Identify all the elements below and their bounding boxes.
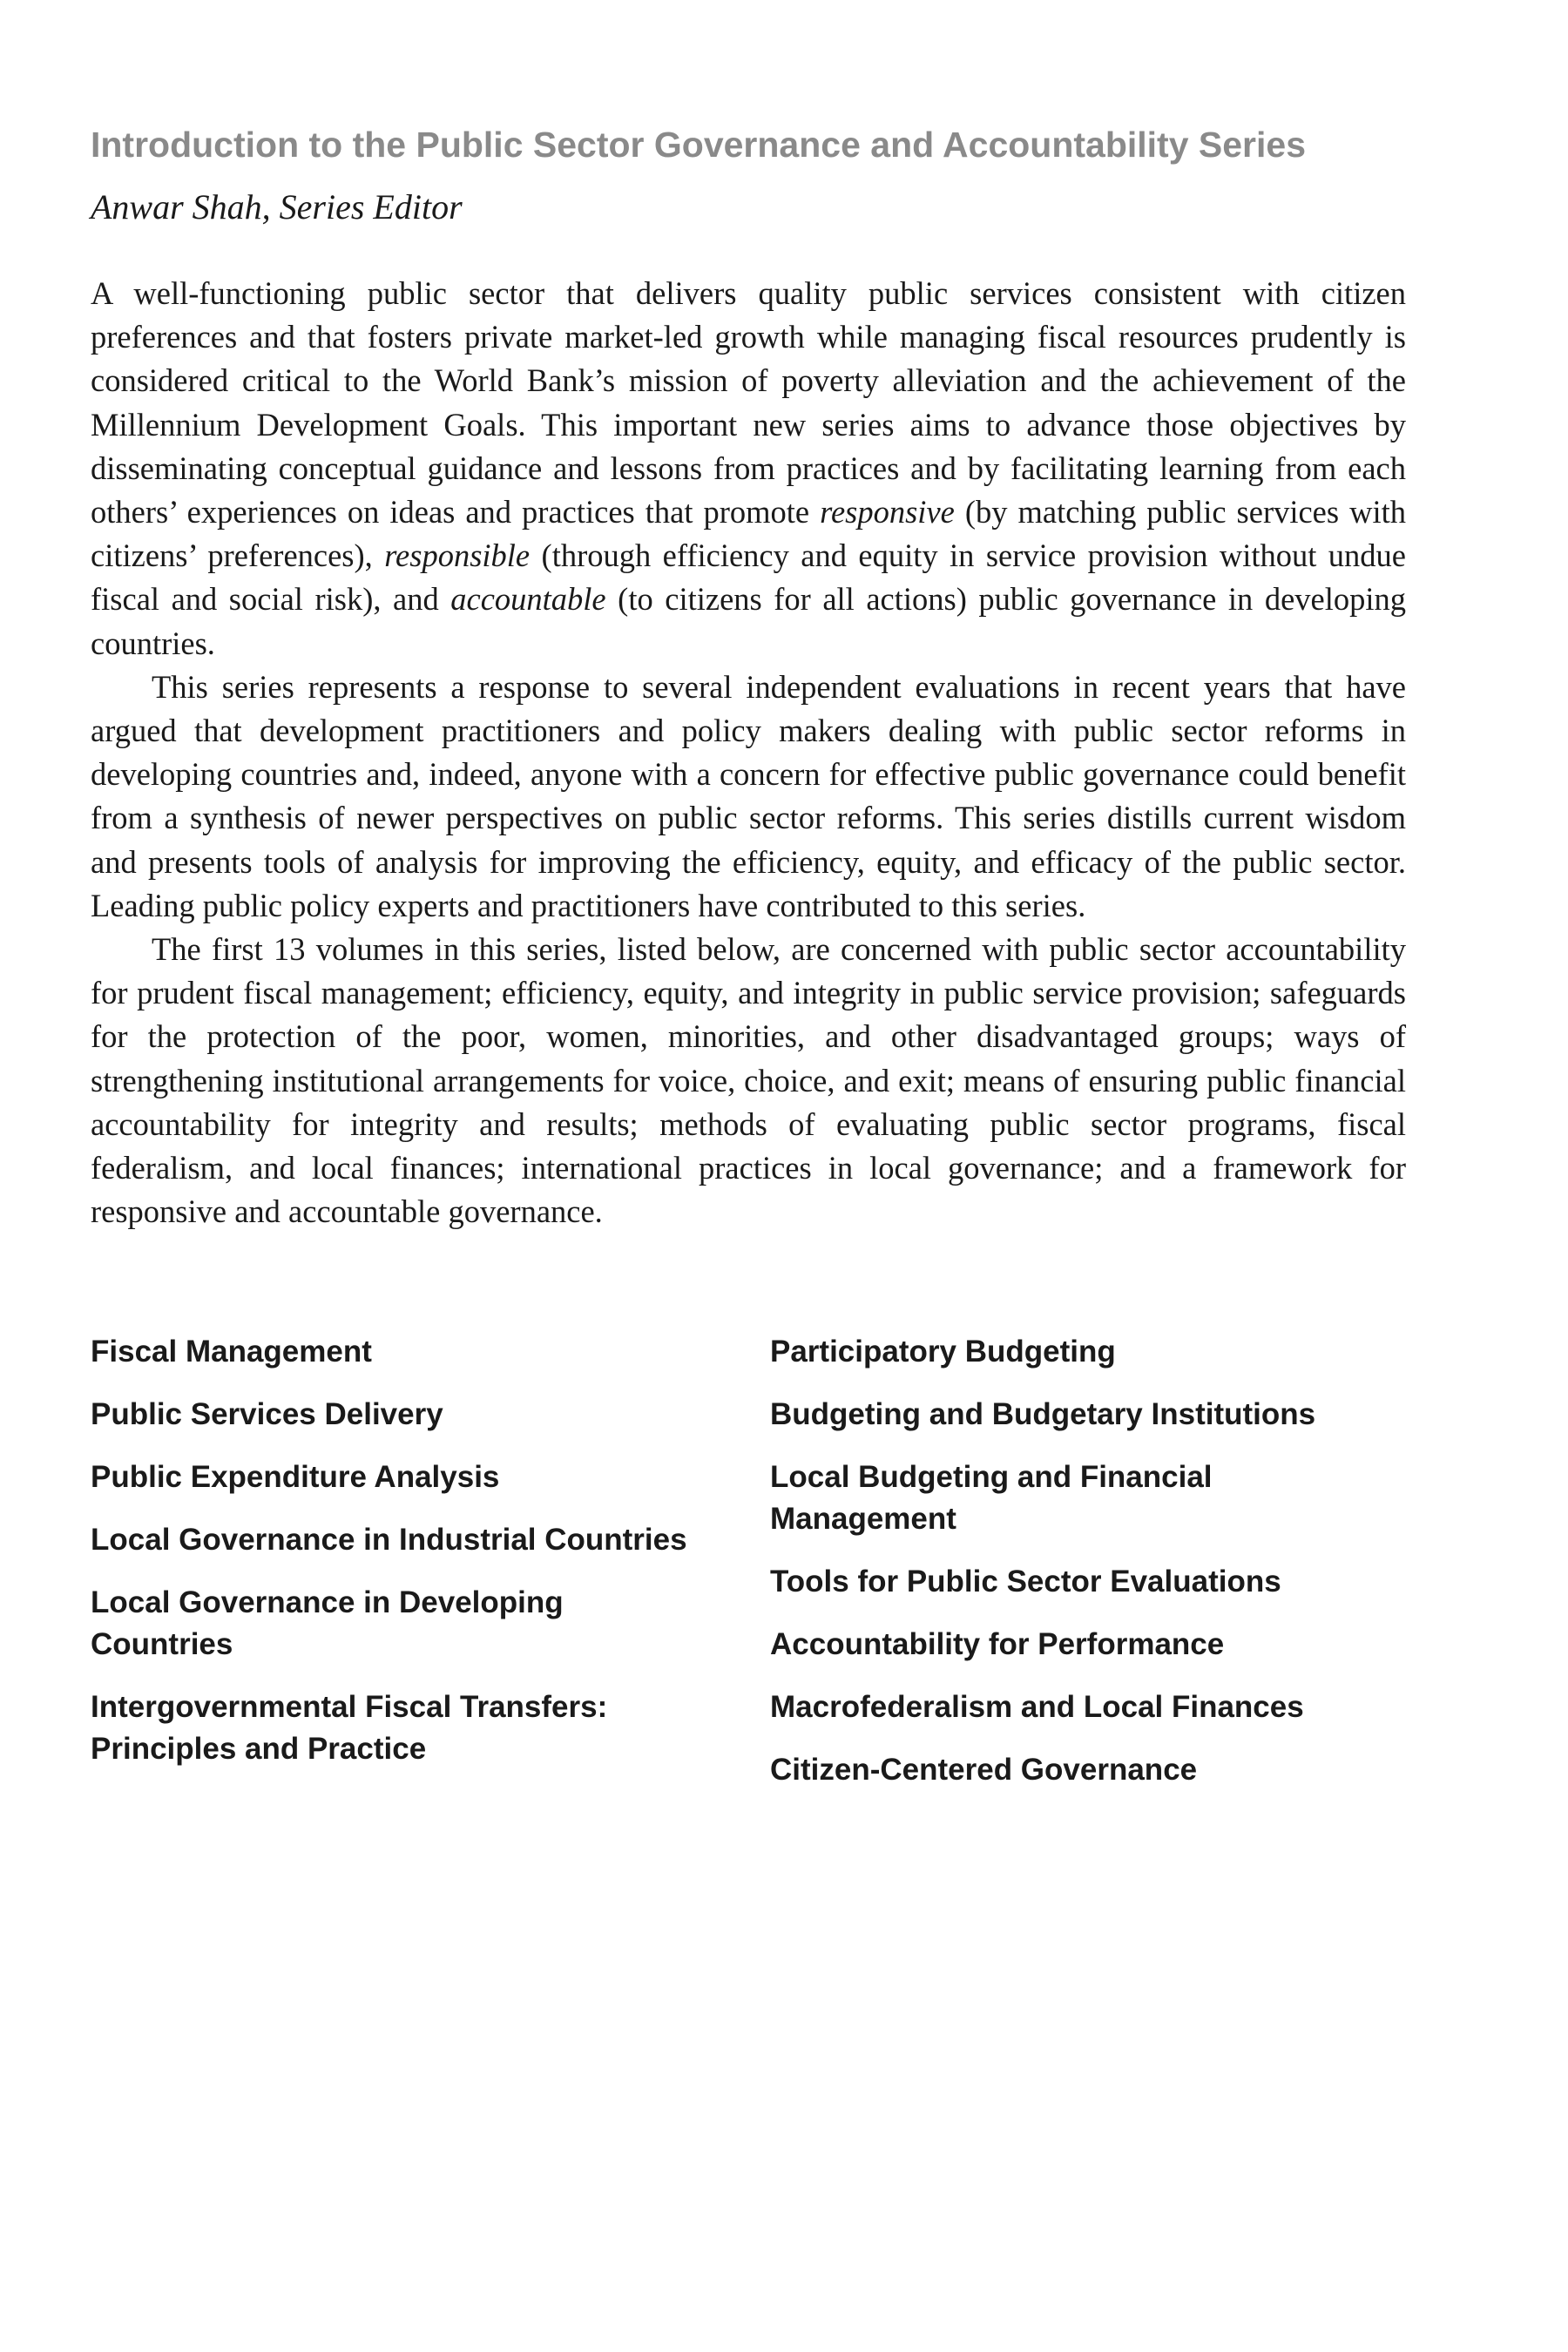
- intro-paragraph-2: This series represents a response to several independent evaluations in recent years that have argued that development practitioners and policy makers dealing with public sector reforms in developing countries and, indeed, anyone with a concern for effective public governance could benefit from a synthesis of newer perspectives on public sector reforms. This series distills current wisdom and presents tools of analysis for improving the efficiency, equity, and efficacy of the public sector. Leading public policy experts and practitioners have contributed to this series.: [91, 668, 1406, 923]
- volume-title: Intergovernmental Fiscal Transfers: Principles and Practice: [91, 1690, 608, 1766]
- volume-title: Public Expenditure Analysis: [91, 1460, 500, 1494]
- intro-p1-emphasis-accountable: accountable: [450, 581, 606, 618]
- intro-paragraph-1: [91, 272, 1406, 666]
- series-title: Introduction to the Public Sector Governance and Accountability Series: [91, 125, 1307, 165]
- page: [91, 122, 1407, 1787]
- volume-title: Macrofederalism and Local Finances: [770, 1690, 1304, 1724]
- intro-p1-text-b: (by matching public services with citizens’ preferences),: [91, 494, 1406, 574]
- volume-title: Participatory Budgeting: [770, 1335, 1116, 1369]
- volume-title: Local Budgeting and Financial Management: [770, 1460, 1213, 1536]
- volume-list-left-column: [91, 1331, 735, 1791]
- series-editor: Anwar Shah, Series Editor: [91, 187, 463, 226]
- volume-title: Citizen-Centered Governance: [770, 1753, 1198, 1787]
- intro-p1-text-a: A well-functioning public sector that delivers quality public services consistent with citizen preferences and that fosters private market-led growth while managing fiscal resources prudently is considered critical to the World Bank’s mission of poverty alleviation and the achievement of the Millennium Development Goals. This important new series aims to advance those objectives by disseminating conceptual guidance and lessons from practices and by facilitating learning from each others’ experiences on ideas and practices that promote: [91, 275, 1406, 531]
- intro-p1-text-d: (to citizens for all actions) public governance in developing countries.: [91, 581, 1407, 661]
- intro-p1-emphasis-responsible: responsible: [384, 537, 531, 574]
- intro-p1-text-c: (through efficiency and equity in service provision without undue fiscal and social risk), and: [91, 537, 1407, 618]
- volume-title: Local Governance in Industrial Countries: [91, 1523, 687, 1557]
- volume-title: Budgeting and Budgetary Institutions: [770, 1397, 1316, 1431]
- introduction-text: [91, 272, 1406, 1233]
- volume-title: Tools for Public Sector Evaluations: [770, 1565, 1281, 1598]
- intro-p1-emphasis-responsive: responsive: [820, 494, 955, 531]
- volume-title: Public Services Delivery: [91, 1397, 443, 1431]
- volume-list-right-column: [770, 1331, 1415, 1812]
- volume-title: Accountability for Performance: [770, 1627, 1225, 1661]
- intro-paragraph-3: The first 13 volumes in this series, listed below, are concerned with public sector accountability for prudent fiscal management; efficiency, equity, and integrity in public service provision; safeguards for the protection of the poor, women, minorities, and other disadvantaged groups; ways of strengthening institutional arrangements for voice, choice, and exit; means of ensuring public financial accountability for integrity and results; methods of evaluating public sector programs, fiscal federalism, and local finances; international practices in local governance; and a framework for responsive and accountable governance.: [91, 931, 1406, 1230]
- volume-title: Fiscal Management: [91, 1335, 372, 1369]
- volume-title: Local Governance in Developing Countries: [91, 1585, 564, 1661]
